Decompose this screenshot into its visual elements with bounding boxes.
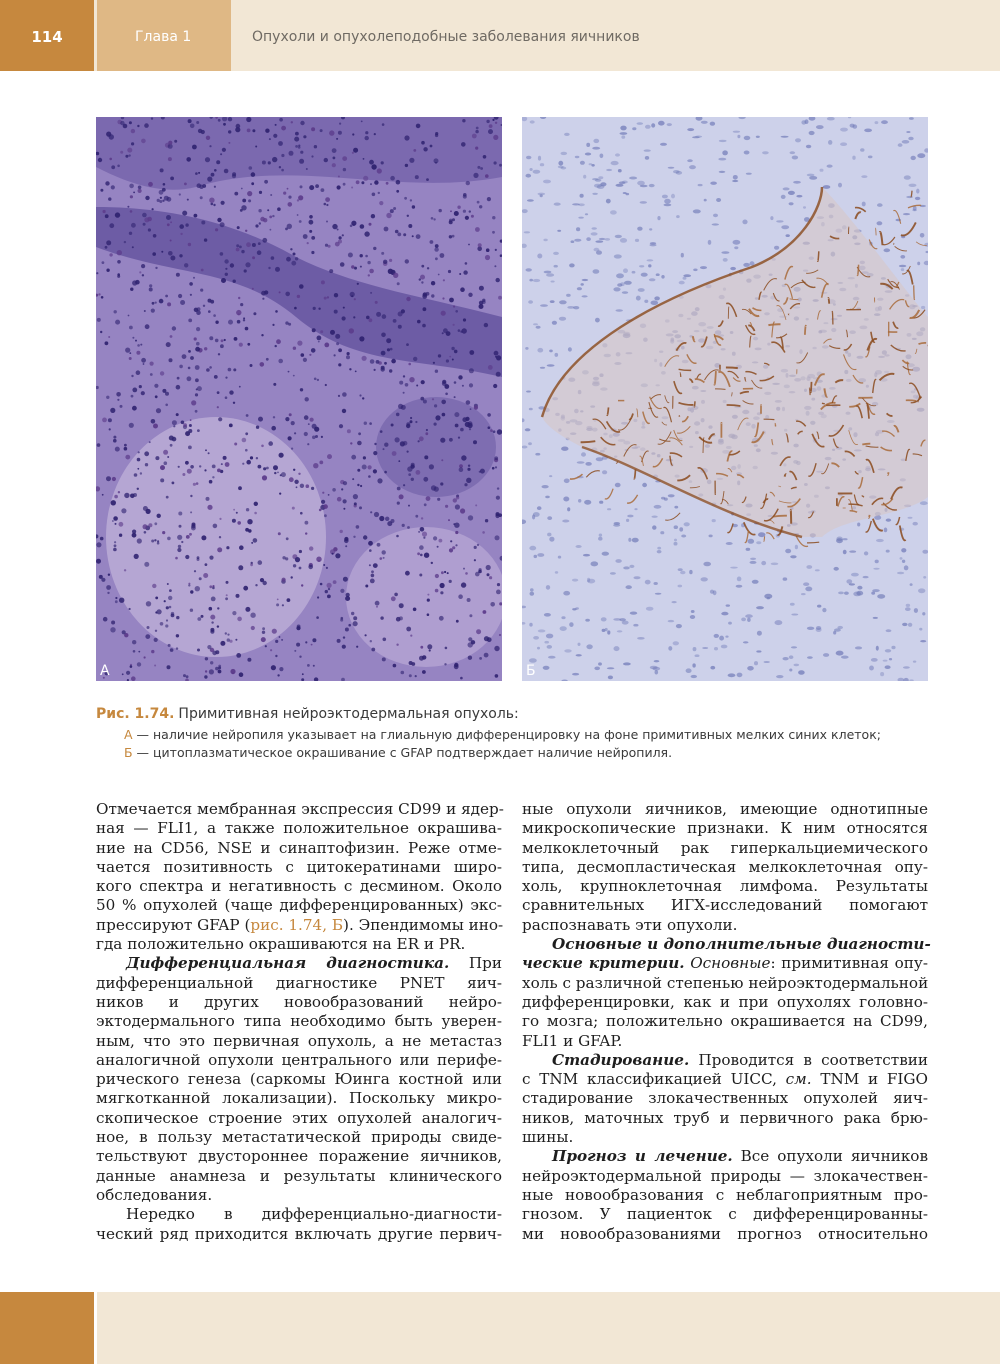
text-line: ние на CD56, NSE и синаптофизин. Реже отме- <box>96 838 502 857</box>
figure-caption <box>96 706 936 762</box>
text-line: ников, маточных труб и первичного рака брю- <box>522 1108 928 1127</box>
text-line <box>522 1070 928 1089</box>
text-line: обследования. <box>96 1185 213 1204</box>
text-line <box>96 954 502 973</box>
text-line: дифференциальной диагностике PNET яич- <box>96 973 502 992</box>
section-heading: Стадирование. <box>552 1050 690 1069</box>
text-line: холь с различной степенью нейроэктодермальной <box>522 973 929 992</box>
text-span: Проводится в соответствии <box>689 1050 928 1069</box>
page-header <box>0 0 1000 71</box>
text-line: микроскопические признаки. К ним относятся <box>522 819 928 838</box>
text-span: Все опухоли яичников <box>732 1147 929 1166</box>
caption-item-a <box>96 726 936 744</box>
text-span: TNM и FIGO <box>811 1070 928 1089</box>
text-line: стадирование злокачественных опухолей яич- <box>522 1089 928 1108</box>
caption-text-a: — наличие нейропиля указывает на глиальную дифференцировку на фоне примитивных мелких синих клеток; <box>132 727 881 742</box>
text-span: ). Эпендимомы ино- <box>343 915 504 934</box>
text-line: распознавать эти опухоли. <box>522 915 738 934</box>
micrograph-he-stain <box>96 117 502 681</box>
text-line: эктодермального типа необходимо быть уверен- <box>96 1012 502 1031</box>
text-line: типа, десмопластическая мелкоклеточная опу- <box>522 857 928 876</box>
micrograph-gfap-stain <box>522 117 928 681</box>
text-line: 50 % опухолей (чаще дифференцированных) экс- <box>96 896 502 915</box>
caption-letter-a: А <box>124 727 133 742</box>
body-column-left <box>96 800 502 1244</box>
caption-item-b <box>96 744 936 762</box>
text-span: : примитивная опу- <box>770 954 928 973</box>
chapter-label: Глава 1 <box>97 0 231 71</box>
text-line: мягкотканной локализации). Поскольку микро- <box>96 1089 502 1108</box>
page-number: 114 <box>0 0 94 71</box>
figure-reference-link[interactable]: рис. 1.74, Б <box>250 915 344 934</box>
text-line: ные опухоли яичников, имеющие однотипные <box>522 800 928 818</box>
text-line: чается позитивность с цитокератинами широ- <box>96 857 502 876</box>
footer-band <box>97 1292 1000 1364</box>
text-line: ческий ряд приходится включать другие первич- <box>96 1224 502 1243</box>
text-line: данные анамнеза и результаты клинического <box>96 1166 502 1185</box>
section-heading: Основные и дополнительные диагности- <box>552 935 931 954</box>
text-line: ным, что это первичная опухоль, а не метастаз <box>96 1031 502 1050</box>
text-line: ное, в пользу метастатической природы свиде- <box>96 1128 502 1147</box>
text-line: ми новообразованиями прогноз относительно <box>522 1224 928 1243</box>
text-line: шины. <box>522 1128 574 1147</box>
text-line: рического генеза (саркомы Юинга костной или <box>96 1070 502 1089</box>
panel-b-label: Б <box>526 663 536 679</box>
text-line: ников и других новообразований нейро- <box>96 992 502 1011</box>
section-heading: ческие критерии. <box>522 954 685 973</box>
figure-title: Примитивная нейроэктодермальная опухоль: <box>178 706 519 722</box>
section-heading: Прогноз и лечение. <box>552 1147 733 1166</box>
text-span: При <box>449 954 502 973</box>
panel-a-label: А <box>100 663 110 679</box>
text-line: FLI1 и GFAP. <box>522 1031 623 1050</box>
text-line: го мозга; положительно окрашивается на CD99, <box>522 1012 928 1031</box>
text-line: нейроэктодермальной природы — злокачествен- <box>522 1166 928 1185</box>
text-line: Отмечается мембранная экспрессия CD99 и ядер- <box>96 800 504 818</box>
text-line <box>522 1051 928 1070</box>
figure-number: Рис. 1.74. <box>96 706 175 722</box>
text-line <box>522 954 928 973</box>
text-line: аналогичной опухоли центрального или перифе- <box>96 1050 502 1069</box>
text-line: дифференцировки, как и при опухолях головно- <box>522 992 928 1011</box>
text-line <box>522 1147 928 1166</box>
text-line: ные новообразования с неблагоприятным про- <box>522 1185 928 1204</box>
caption-text-b: — цитоплазматическое окрашивание с GFAP подтверждает наличие нейропиля. <box>132 745 673 760</box>
text-line: скопическое строение этих опухолей аналогич- <box>96 1108 502 1127</box>
text-line: мелкоклеточный рак гиперкальциемического <box>522 838 928 857</box>
text-line: гда положительно окрашиваются на ER и PR. <box>96 935 466 954</box>
footer-accent-block <box>0 1292 94 1364</box>
italic-term: см. <box>785 1070 812 1089</box>
italic-term: Основные <box>690 954 771 973</box>
text-line: гнозом. У пациенток с дифференцированны- <box>522 1205 928 1224</box>
text-span: прессируют GFAP ( <box>96 915 251 934</box>
text-line: кого спектра и негативность с десмином. Около <box>96 877 502 896</box>
text-line: тельствуют двустороннее поражение яичников, <box>96 1147 502 1166</box>
section-heading: Дифференциальная диагностика. <box>126 954 450 973</box>
caption-letter-b: Б <box>124 745 133 760</box>
text-line: Нередко в дифференциально-диагности- <box>126 1205 502 1224</box>
body-column-right <box>522 800 931 1244</box>
text-line <box>96 916 502 935</box>
text-span: с TNM классификацией UICC, <box>522 1070 786 1089</box>
text-line: ная — FLI1, а также положительное окрашива- <box>96 819 502 838</box>
he-stain-texture <box>96 117 502 681</box>
text-line: холь, крупноклеточная лимфома. Результаты <box>522 877 928 896</box>
running-title: Опухоли и опухолеподобные заболевания яичников <box>252 29 640 45</box>
gfap-stain-texture <box>522 117 928 681</box>
text-line: сравнительных ИГХ-исследований помогают <box>522 896 928 915</box>
